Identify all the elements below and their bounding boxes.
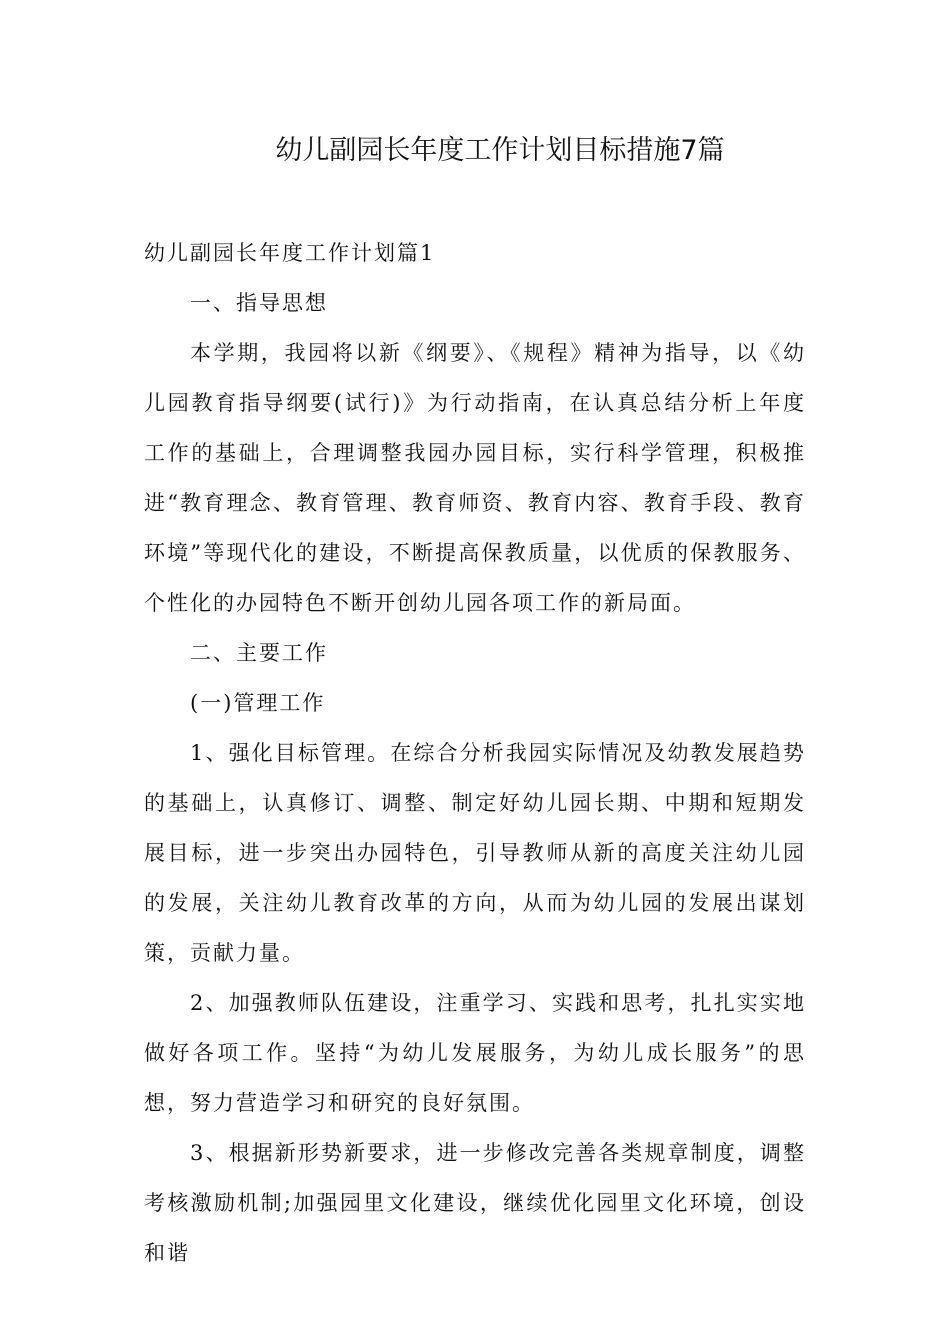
heading-guiding-ideology: 一、指导思想 — [190, 291, 328, 315]
section-heading: 幼儿副园长年度工作计划篇1 — [144, 241, 436, 265]
paragraph-item-3: 3、根据新形势新要求，进一步修改完善各类规章制度，调整考核激励机制;加强园里文化建设，继续优化园里文化环境，创设和谐 — [144, 1141, 806, 1265]
paragraph-item-2: 2、加强教师队伍建设，注重学习、实践和思考，扎扎实实地做好各项工作。坚持“为幼儿发展服务，为幼儿成长服务”的思想，努力营造学习和研究的良好氛围。 — [144, 991, 806, 1115]
paragraph-item-1: 1、强化目标管理。在综合分析我园实际情况及幼教发展趋势的基础上，认真修订、调整、制定好幼儿园长期、中期和短期发展目标，进一步突出办园特色，引导教师从新的高度关注幼儿园的发展，关注幼儿教育改革的方向，从而为幼儿园的发展出谋划策，贡献力量。 — [144, 741, 806, 965]
paragraph-guiding-ideology: 本学期，我园将以新《纲要》、《规程》精神为指导，以《幼儿园教育指导纲要(试行)》为行动指南，在认真总结分析上年度工作的基础上，合理调整我园办园目标，实行科学管理，积极推进“教育理念、教育管理、教育师资、教育内容、教育手段、教育环境”等现代化的建设，不断提高保教质量，以优质的保教服务、个性化的办园特色不断开创幼儿园各项工作的新局面。 — [144, 341, 806, 615]
heading-management-work: (一)管理工作 — [190, 691, 326, 715]
document-title: 幼儿副园长年度工作计划目标措施7篇 — [275, 135, 725, 166]
document-body — [144, 228, 806, 1278]
heading-main-work: 二、主要工作 — [190, 641, 328, 665]
